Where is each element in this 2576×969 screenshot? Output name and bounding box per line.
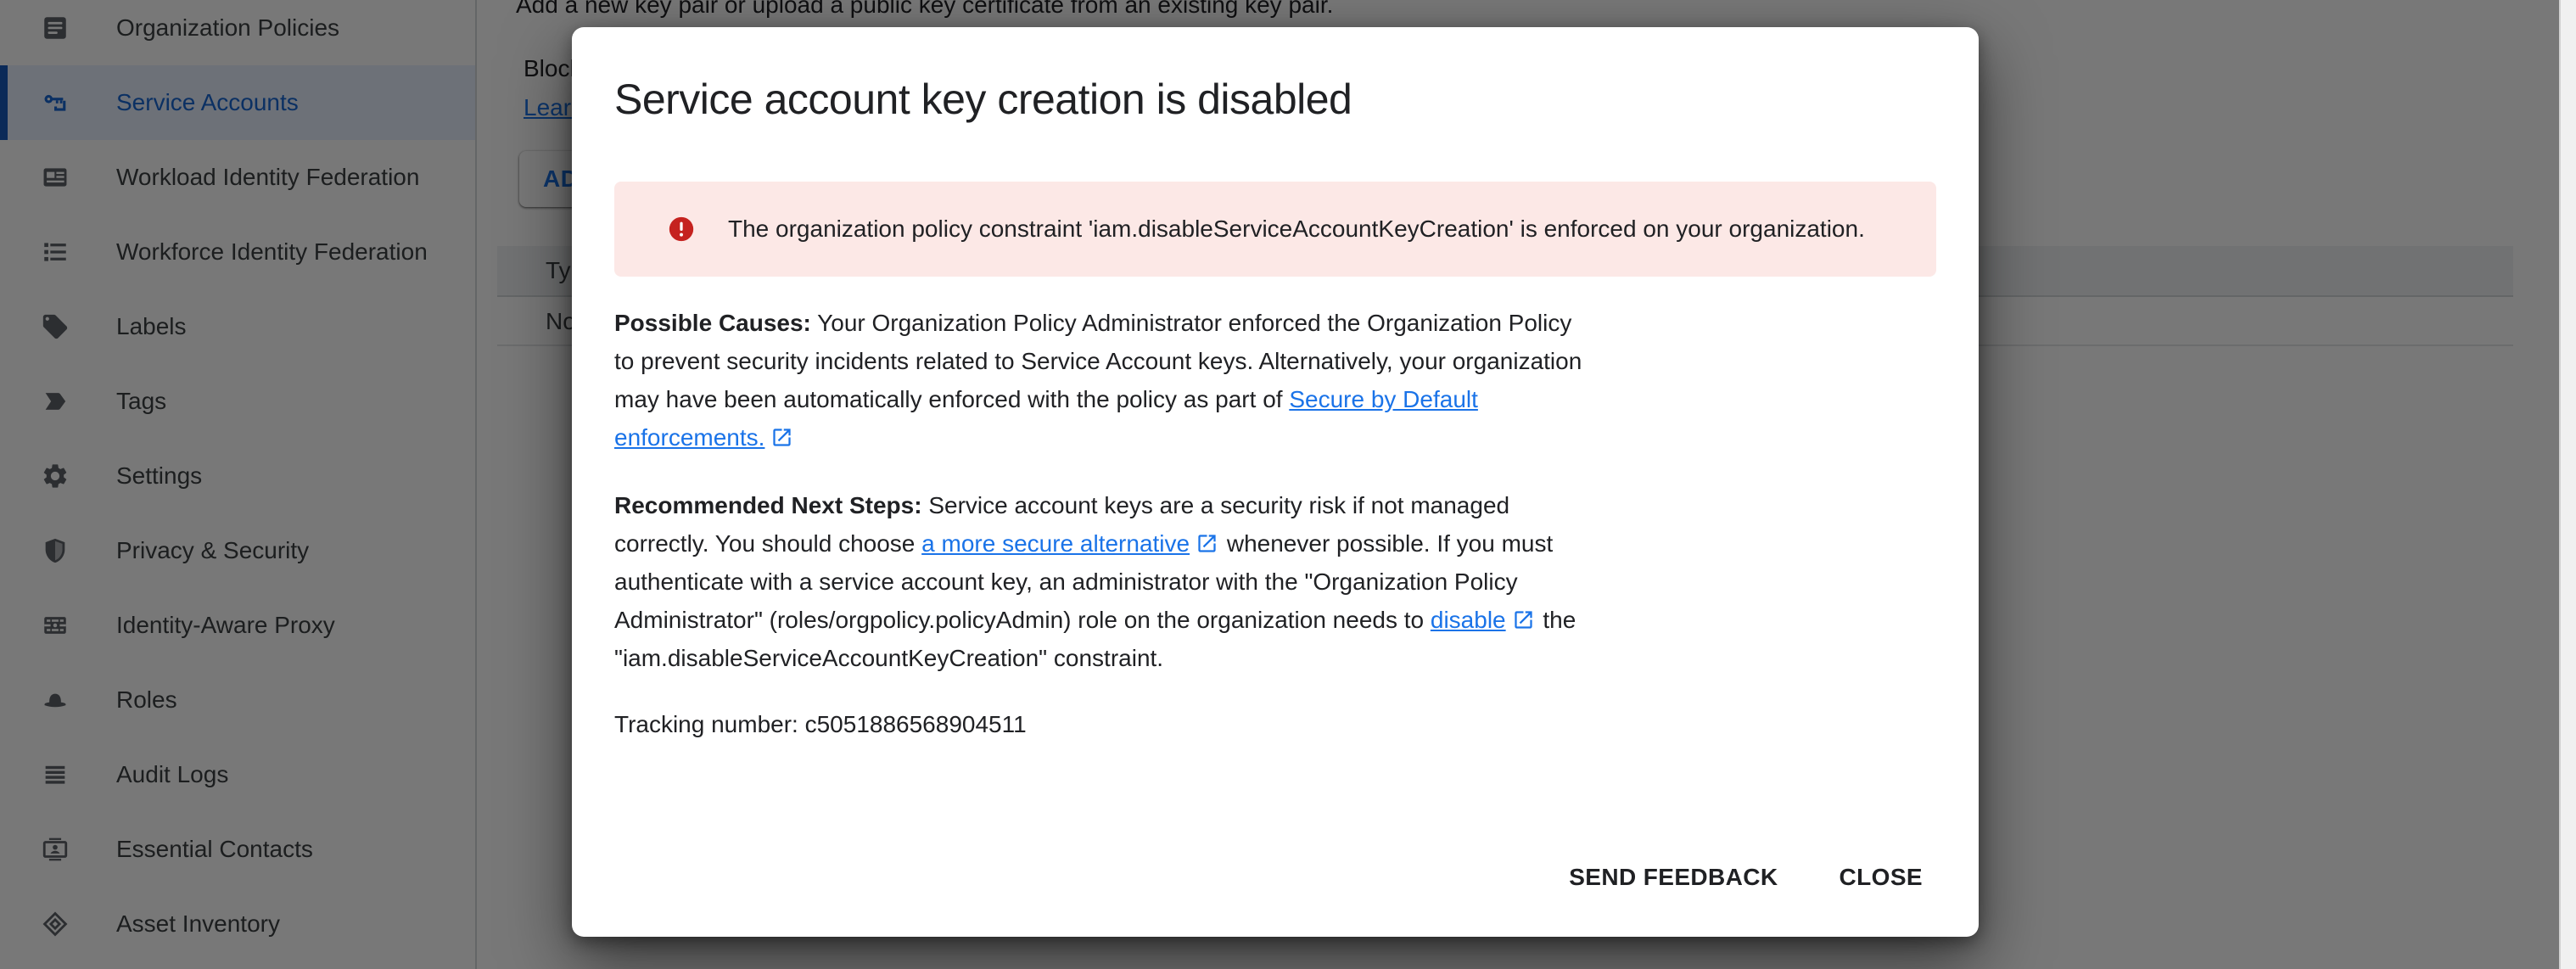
dialog-paragraph: Recommended Next Steps: Service account keys are a security risk if not managed correctly. You should choose a more secure alternative whenever possible. If you must authenticate with a service account key, an administrator with the "Organization Policy Administrator" (roles/orgpolicy.policyAdmin) role on the organization needs to disable the "iam.disableServiceAccountKeyCreation" constraint. <box>614 492 1576 671</box>
dialog-body <box>614 304 1590 677</box>
tracking-number: Tracking number: c5051886568904511 <box>614 711 1027 737</box>
more-secure-alternative-link[interactable]: a more secure alternative <box>921 530 1190 557</box>
dialog-paragraph: Possible Causes: Your Organization Policy Administrator enforced the Organization Policy to prevent security incidents related to Service Account keys. Alternatively, your organization may have been automatically enforced with the policy as part of Secure by Default enforcements. <box>614 310 1582 451</box>
open-in-new-icon <box>1196 532 1218 555</box>
page-scrollbar[interactable] <box>2559 0 2576 969</box>
dialog-footer <box>1555 850 1936 905</box>
key-creation-disabled-dialog <box>572 27 1979 937</box>
paragraph-lead: Possible Causes: <box>614 310 811 336</box>
banner-text: The organization policy constraint 'iam.disableServiceAccountKeyCreation' is enforced on your organization. <box>728 216 1865 242</box>
paragraph-lead: Recommended Next Steps: <box>614 492 922 518</box>
error-icon <box>667 215 696 244</box>
send-feedback-button[interactable]: SEND FEEDBACK <box>1555 850 1791 905</box>
open-in-new-icon <box>1512 608 1535 631</box>
disable-link[interactable]: disable <box>1430 607 1506 633</box>
dialog-title: Service account key creation is disabled <box>614 76 1352 123</box>
open-in-new-icon <box>770 426 793 449</box>
close-button[interactable]: CLOSE <box>1826 850 1936 905</box>
secure-by-default-link[interactable]: Secure by Default enforcements. <box>614 386 1478 451</box>
error-banner <box>614 182 1936 277</box>
